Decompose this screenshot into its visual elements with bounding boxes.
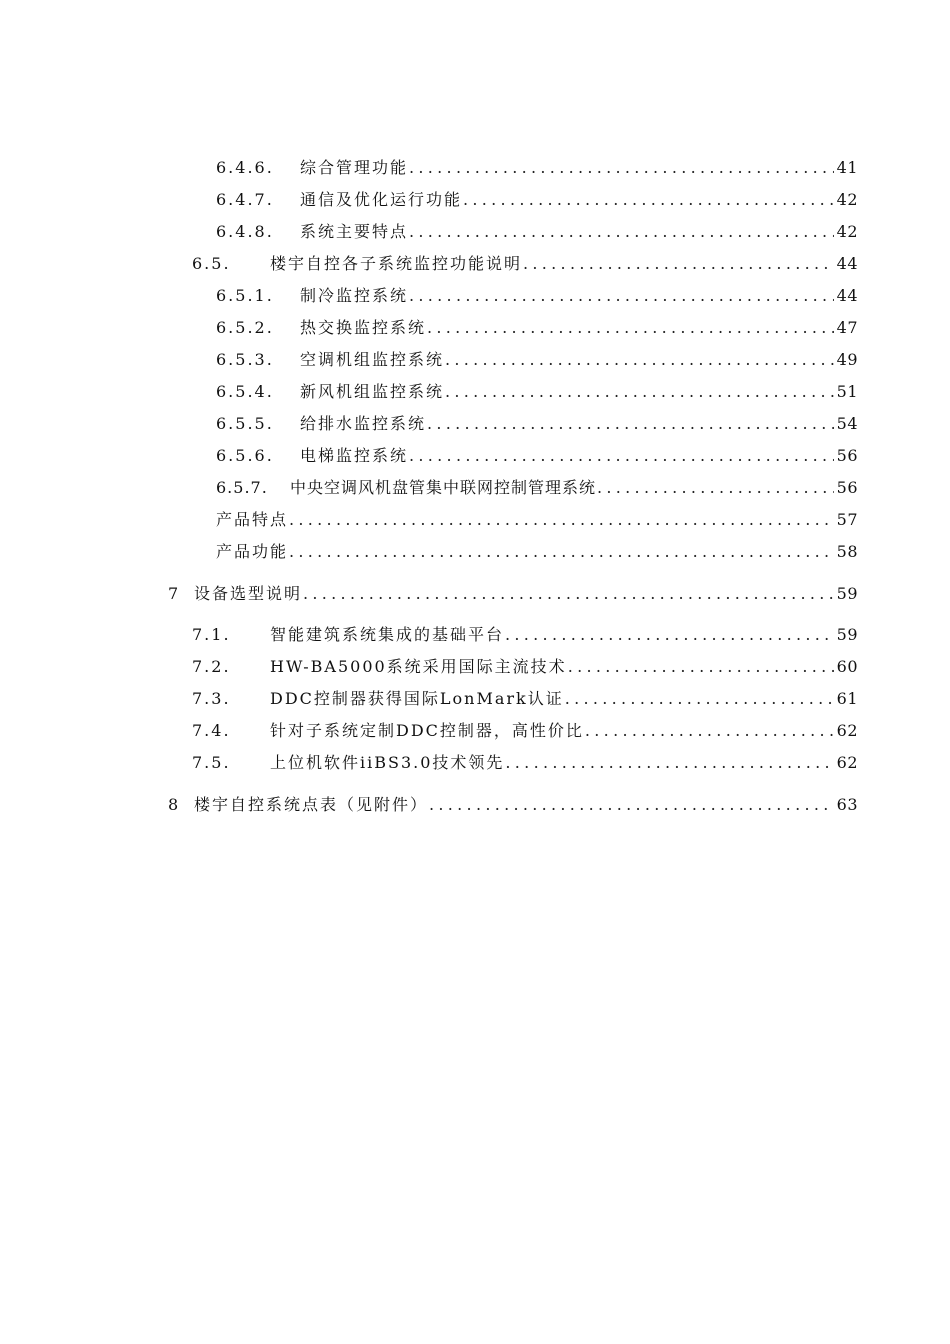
toc-entry-number: 6.5. (192, 254, 231, 273)
toc-entry-page: 59 (836, 584, 858, 603)
toc-entry[interactable] (216, 154, 858, 178)
toc-entry-page: 60 (836, 657, 858, 676)
toc-entry-page: 59 (836, 625, 858, 644)
toc-entry[interactable] (192, 749, 858, 773)
toc-leader-dots (427, 414, 834, 434)
toc-chapter[interactable] (168, 580, 858, 604)
toc-entry-page: 44 (836, 286, 858, 305)
toc-entry-title: HW-BA5000系统采用国际主流技术 (270, 657, 567, 676)
toc-entry-number: 6.4.8. (216, 222, 274, 241)
toc-entry-number: 7.4. (192, 721, 231, 740)
toc-entry-title: 设备选型说明 (194, 584, 303, 603)
toc-entry-title: 楼宇自控各子系统监控功能说明 (270, 254, 523, 273)
toc-entry-number: 6.5.3. (216, 350, 274, 369)
toc-chapter[interactable] (168, 791, 858, 815)
toc-entry-page: 56 (836, 446, 858, 465)
toc-entry-number: 7.1. (192, 625, 231, 644)
toc-leader-dots (568, 657, 834, 677)
toc-leader-dots (505, 625, 834, 645)
toc-entry-title: 空调机组监控系统 (300, 350, 445, 369)
toc-entry-title: 上位机软件iiBS3.0技术领先 (270, 753, 505, 772)
toc-entry-title: 给排水监控系统 (300, 414, 427, 433)
toc-entry-page: 49 (836, 350, 858, 369)
toc-entry-title: DDC控制器获得国际LonMark认证 (270, 689, 564, 708)
toc-entry[interactable] (216, 186, 858, 210)
toc-entry-page: 57 (836, 510, 858, 529)
toc-leader-dots (409, 158, 834, 178)
toc-leader-dots (427, 318, 834, 338)
toc-entry-page: 54 (836, 414, 858, 433)
toc-entry-title: 热交换监控系统 (300, 318, 427, 337)
toc-leader-dots (505, 753, 833, 773)
toc-entry-number: 6.5.4. (216, 382, 274, 401)
toc-leader-dots (289, 542, 834, 562)
toc-entry[interactable] (216, 506, 858, 530)
toc-entry[interactable] (192, 717, 858, 741)
toc-entry-page: 44 (836, 254, 858, 273)
toc-entry-page: 41 (836, 158, 858, 177)
toc-entry-title: 中央空调风机盘管集中联网控制管理系统 (290, 478, 597, 497)
toc-entry-page: 42 (836, 190, 858, 209)
toc-entry-page: 47 (836, 318, 858, 337)
toc-entry-page: 62 (836, 721, 858, 740)
toc-entry-page: 56 (836, 478, 858, 497)
toc-entry[interactable] (216, 378, 858, 402)
toc-entry-number: 6.5.1. (216, 286, 274, 305)
toc-entry-page: 58 (836, 542, 858, 561)
toc-entry[interactable] (192, 621, 858, 645)
toc-entry-page: 61 (836, 689, 858, 708)
toc-entry[interactable] (192, 653, 858, 677)
toc-entry[interactable] (216, 410, 858, 434)
toc-leader-dots (303, 584, 834, 604)
toc-entry-title: 系统主要特点 (300, 222, 409, 241)
toc-entry[interactable] (216, 314, 858, 338)
toc-leader-dots (585, 721, 834, 741)
toc-entry[interactable] (192, 685, 858, 709)
toc-leader-dots (409, 286, 834, 306)
toc-entry[interactable] (216, 282, 858, 306)
toc-entry-number: 6.4.7. (216, 190, 274, 209)
toc-leader-dots (409, 222, 834, 242)
toc-entry-title: 电梯监控系统 (300, 446, 409, 465)
toc-entry-number: 6.4.6. (216, 158, 274, 177)
toc-entry-page: 51 (836, 382, 858, 401)
toc-entry-page: 63 (836, 795, 858, 814)
toc-entry-title: 楼宇自控系统点表（见附件） (194, 795, 429, 814)
toc-leader-dots (445, 382, 834, 402)
toc-entry[interactable] (216, 442, 858, 466)
toc-entry[interactable] (216, 218, 858, 242)
toc-entry-title: 新风机组监控系统 (300, 382, 445, 401)
toc-entry-number: 7.2. (192, 657, 231, 676)
toc-entry-number: 7 (168, 584, 181, 603)
toc-entry-title: 针对子系统定制DDC控制器，高性价比 (270, 721, 584, 740)
toc-leader-dots (445, 350, 834, 370)
toc-leader-dots (597, 478, 834, 498)
toc-entry-number: 7.5. (192, 753, 231, 772)
toc-entry-number: 6.5.6. (216, 446, 274, 465)
toc-leader-dots (429, 795, 834, 815)
toc-entry-title: 产品功能 (216, 542, 289, 561)
toc-entry-number: 6.5.2. (216, 318, 274, 337)
toc-entry-number: 7.3. (192, 689, 231, 708)
toc-entry[interactable] (192, 250, 858, 274)
toc-entry-title: 智能建筑系统集成的基础平台 (270, 625, 505, 644)
toc-entry-number: 6.5.5. (216, 414, 274, 433)
toc-leader-dots (289, 510, 834, 530)
toc-entry-page: 62 (836, 753, 858, 772)
toc-entry-title: 制冷监控系统 (300, 286, 409, 305)
toc-entry[interactable] (216, 538, 858, 562)
toc-entry-title: 产品特点 (216, 510, 289, 529)
toc-entry-number: 8 (168, 795, 181, 814)
toc-entry[interactable] (216, 346, 858, 370)
toc-leader-dots (409, 446, 834, 466)
toc-entry-page: 42 (836, 222, 858, 241)
toc-leader-dots (565, 689, 834, 709)
toc-leader-dots (463, 190, 834, 210)
toc-leader-dots (523, 254, 834, 274)
toc-entry-title: 综合管理功能 (300, 158, 409, 177)
toc-entry-title: 通信及优化运行功能 (300, 190, 463, 209)
toc-entry-number: 6.5.7. (216, 478, 268, 497)
toc-entry[interactable] (216, 474, 858, 498)
